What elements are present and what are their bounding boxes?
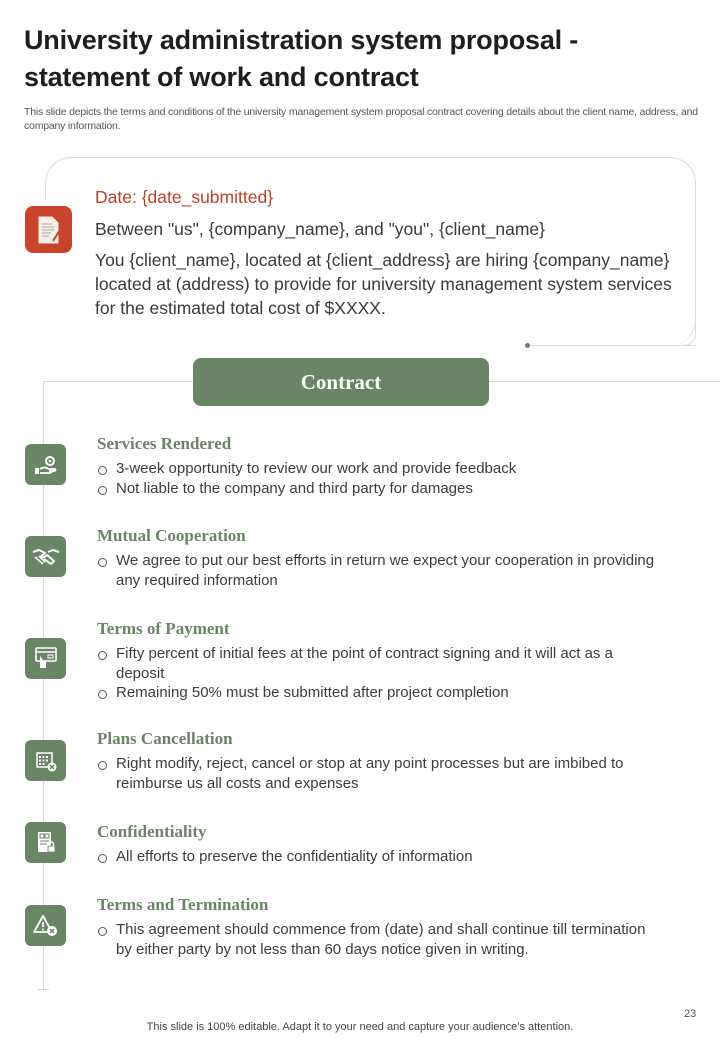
bullet-item: Fifty percent of initial fees at the point of contract signing and it will act as a deposit — [97, 644, 627, 683]
bullet-item: Not liable to the company and third party for damages — [97, 479, 657, 499]
bullet-item: All efforts to preserve the confidentiality of information — [97, 847, 657, 867]
contract-header — [193, 358, 489, 406]
section-bullets — [97, 459, 657, 498]
bullet-item: 3-week opportunity to review our work and provide feedback — [97, 459, 657, 479]
bullet-item: Right modify, reject, cancel or stop at any point processes but are imbibed to reimburse us all costs and expenses — [97, 754, 657, 793]
page-number: 23 — [684, 1008, 697, 1020]
section-title: Services Rendered — [97, 434, 232, 453]
page-subtitle: This slide depicts the terms and conditions of the university management system proposal contract covering details about the client name, address, and company information. — [24, 106, 698, 132]
date-line: Date: {date_submitted} — [95, 187, 274, 207]
info-card-corner — [670, 320, 696, 346]
parties-line: Between "us", {company_name}, and "you", {client_name} — [95, 219, 546, 239]
bullet-item: We agree to put our best efforts in return we expect your cooperation in providing any required information — [97, 551, 657, 590]
section-bullets — [97, 920, 657, 959]
section-title: Terms of Payment — [97, 619, 230, 638]
section-bullets — [97, 754, 657, 793]
document-lock-icon — [25, 822, 66, 863]
connector-dot — [525, 343, 530, 348]
card-payment-icon — [25, 638, 66, 679]
section-bullets — [97, 551, 657, 590]
warning-cancel-icon — [25, 905, 66, 946]
section-title: Confidentiality — [97, 822, 207, 841]
hiring-paragraph: You {client_name}, located at {client_address} are hiring {company_name} located at (address) to provide for university management system services for the estimated total cost of $XXXX. — [95, 250, 672, 318]
calendar-cancel-icon — [25, 740, 66, 781]
bullet-item: This agreement should commence from (date) and shall continue till termination by either party by not less than 60 days notice given in writing. — [97, 920, 657, 959]
section-title: Plans Cancellation — [97, 729, 233, 748]
timeline-end-tick — [38, 989, 49, 990]
document-edit-icon — [25, 206, 72, 253]
bullet-item: Remaining 50% must be submitted after project completion — [97, 683, 657, 703]
section-title: Terms and Termination — [97, 895, 269, 914]
info-card-bottom-line — [527, 345, 696, 346]
section-bullets — [97, 644, 657, 703]
contract-header-label: Contract — [300, 369, 382, 394]
hand-gear-icon — [25, 444, 66, 485]
section-title: Mutual Cooperation — [97, 526, 246, 545]
page-title: University administration system proposal - statement of work and contract — [24, 25, 579, 92]
footer-note: This slide is 100% editable. Adapt it to your need and capture your audience’s attention. — [146, 1021, 574, 1033]
handshake-icon — [25, 536, 66, 577]
section-bullets — [97, 847, 657, 867]
